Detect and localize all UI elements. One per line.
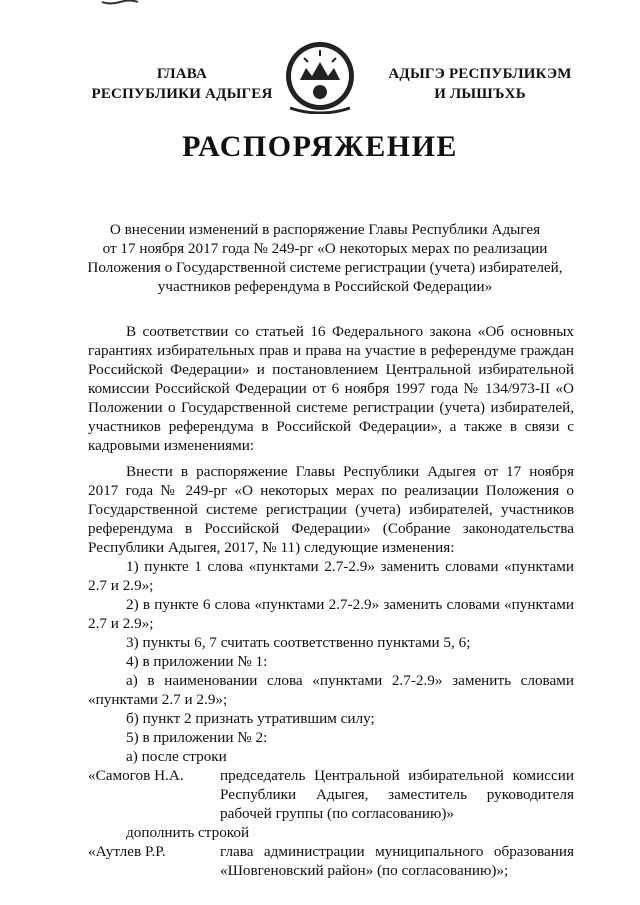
subject-line: Положения о Государственной системе регистрации (учета) избирателей, bbox=[87, 259, 563, 276]
member-name: «Аутлев Р.Р. bbox=[88, 843, 166, 860]
subject-line: участников референдума в Российской Федерации» bbox=[157, 278, 493, 295]
composition-row bbox=[88, 766, 574, 823]
list-item: 3) пункты 6, 7 считать соответственно пунктами 5, 6; bbox=[126, 634, 471, 651]
composition-row bbox=[88, 842, 574, 880]
add-line-text: дополнить строкой bbox=[126, 824, 250, 841]
preamble-paragraph bbox=[88, 322, 574, 455]
list-item: 4) в приложении № 1: bbox=[126, 653, 268, 670]
header-left-line2: РЕСПУБЛИКИ АДЫГЕЯ bbox=[91, 86, 273, 102]
list-item: б) пункт 2 признать утратившим силу; bbox=[126, 710, 375, 727]
document-type-title: РАСПОРЯЖЕНИЕ bbox=[182, 130, 458, 163]
list-item: 1) пункте 1 слова «пунктами 2.7-2.9» заменить словами «пунктами 2.7 и 2.9»; bbox=[88, 558, 574, 594]
member-role: глава администрации муниципального образования «Шовгеновский район» (по согласованию)»; bbox=[220, 843, 574, 879]
header-right-line2: И ЛЫШЪХЬ bbox=[434, 86, 526, 102]
preamble-text: В соответствии со статьей 16 Федерального закона «Об основных гарантиях избирательных прав и права на участие в референдуме граждан Российской Федерации» и постановлением Центральной избирательной комиссии Российской Федерации от 6 ноября 1997 года № 134/973-II «О Положении о Государственной системе регистрации (учета) избирателей, участников референдума в Российской Федерации», а также в связи с кадровыми изменениями: bbox=[88, 323, 574, 454]
document-subject bbox=[80, 220, 570, 296]
directive-paragraph bbox=[88, 462, 574, 557]
header-right-line1: АДЫГЭ РЕСПУБЛИКЭМ bbox=[388, 66, 572, 82]
subject-line: О внесении изменений в распоряжение Главы Республики Адыгея bbox=[109, 221, 541, 238]
coat-of-arms-icon bbox=[284, 38, 356, 114]
scan-mark bbox=[100, 0, 140, 6]
member-name: «Самогов Н.А. bbox=[88, 767, 184, 784]
list-item: а) в наименовании слова «пунктами 2.7-2.9» заменить словами «пунктами 2.7 и 2.9»; bbox=[88, 672, 574, 708]
amendment-list bbox=[88, 557, 574, 880]
list-item: 5) в приложении № 2: bbox=[126, 729, 268, 746]
directive-text: Внести в распоряжение Главы Республики Адыгея от 17 ноября 2017 года № 249-рг «О некоторых мерах по реализации Положения о Государственной системе регистрации (учета) избирателей, участников референдума в Российской Федерации» (Собрание законодательства Республики Адыгея, 2017, № 11) следующие изменения: bbox=[88, 463, 574, 556]
subject-line: от 17 ноября 2017 года № 249-рг «О некоторых мерах по реализации bbox=[102, 240, 548, 257]
list-item: а) после строки bbox=[126, 748, 227, 765]
header-left-line1: ГЛАВА bbox=[156, 66, 208, 82]
header-left bbox=[82, 64, 282, 104]
member-role: председатель Центральной избирательной комиссии Республики Адыгея, заместитель руководителя рабочей группы (по согласованию)» bbox=[220, 767, 574, 822]
header-right bbox=[380, 64, 580, 104]
list-item: 2) в пункте 6 слова «пунктами 2.7-2.9» заменить словами «пунктами 2.7 и 2.9»; bbox=[88, 596, 574, 632]
